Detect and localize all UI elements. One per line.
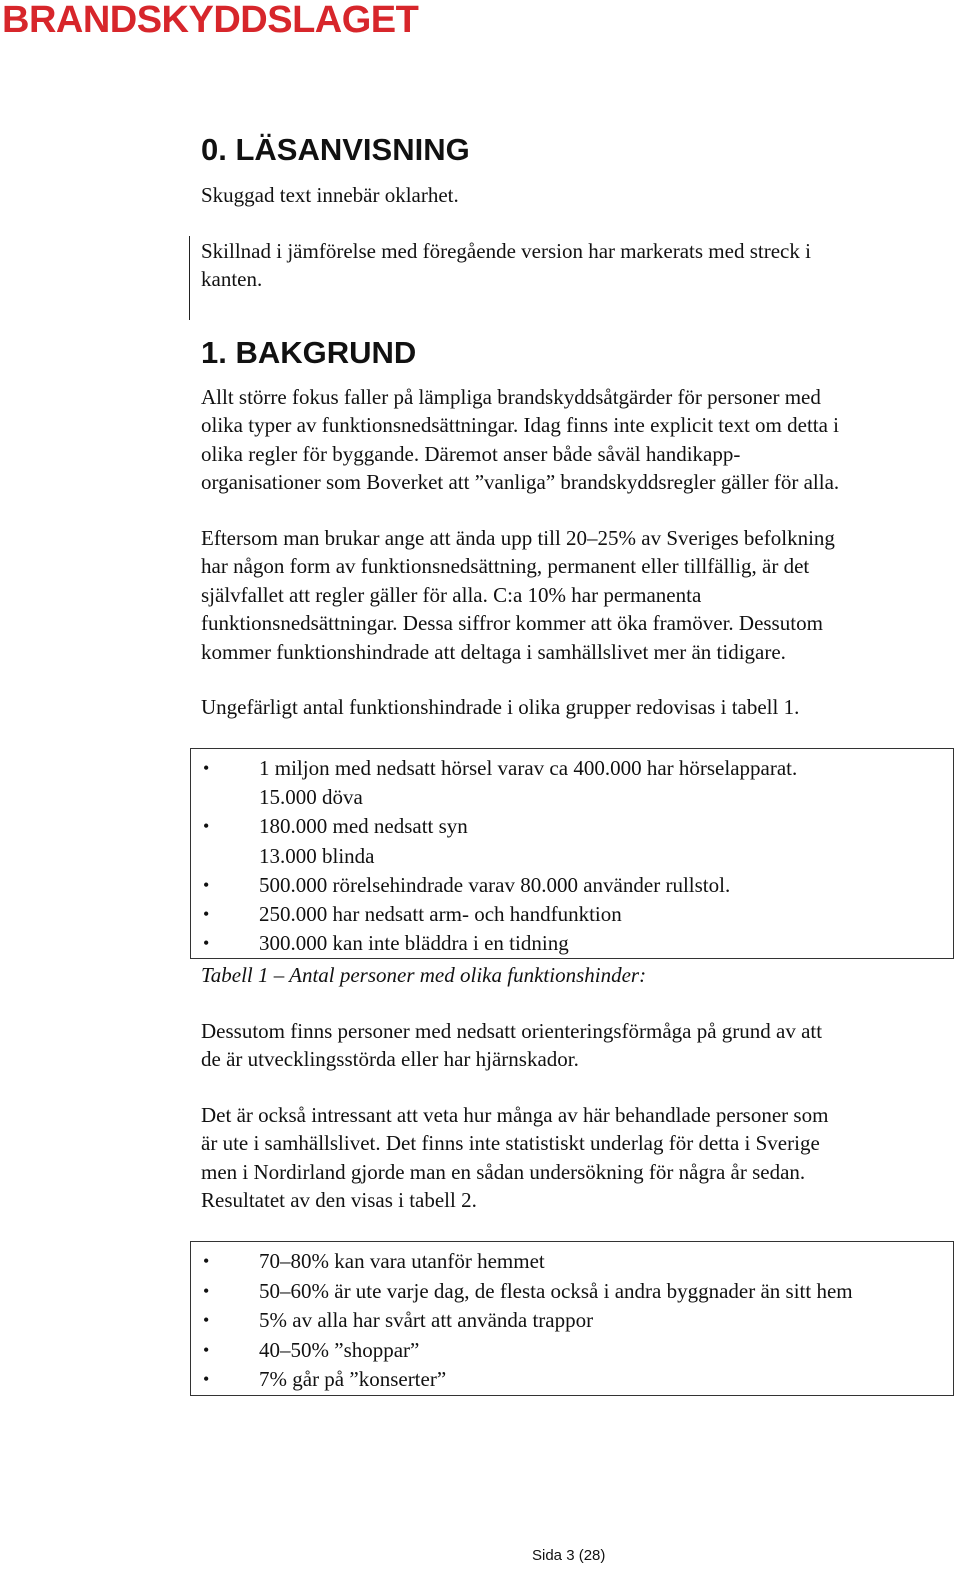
- list-item: [191, 842, 953, 871]
- bullet-icon: •: [203, 758, 210, 778]
- list-item: [191, 754, 953, 783]
- list-item: [191, 871, 953, 900]
- bullet-icon: •: [203, 1280, 210, 1301]
- heading-lasanvisning: 0. LÄSANVISNING: [201, 132, 470, 167]
- bullet-icon: •: [203, 1310, 210, 1331]
- bullet-icon: •: [203, 1339, 210, 1360]
- list-item-text: 300.000 kan inte bläddra i en tidning: [259, 931, 569, 956]
- paragraph-fokus: Allt större fokus faller på lämpliga brandskyddsåtgärder för personer med olika typer av funktionsnedsättningar. Idag finns inte explicit text om detta i olika regler för byggande. Däremot anser både såväl handikapp- organisationer som Boverket att ”vanliga” brandskyddsregler gäller för alla.: [201, 385, 840, 495]
- paragraph-tabell-ref: Ungefärligt antal funktionshindrade i olika grupper redovisas i tabell 1.: [201, 695, 800, 719]
- list-item: [191, 1306, 953, 1336]
- bullet-icon: •: [203, 874, 210, 895]
- bullet-icon: •: [203, 933, 210, 954]
- list-item: [191, 1247, 953, 1277]
- list-item-text: 15.000 döva: [259, 785, 363, 810]
- bullet-icon: •: [203, 816, 210, 837]
- list-item: [191, 1336, 953, 1366]
- list-item-text: 7% går på ”konserter”: [259, 1367, 447, 1392]
- list-item: [191, 1365, 953, 1395]
- list-item-text: 250.000 har nedsatt arm- och handfunktion: [259, 902, 622, 927]
- list-item: [191, 1277, 953, 1307]
- list-item: [191, 900, 953, 929]
- list-item: [191, 783, 953, 812]
- paragraph-befolkning: Eftersom man brukar ange att ända upp till 20–25% av Sveriges befolkning har någon form av funktionsnedsättning, permanent eller tillfällig, är det självfallet att regler gäller för alla. C:a 10% har permanenta funktionsnedsättningar. Dessa siffror kommer att öka framöver. Dessutom kommer funktionshindrade att deltaga i samhällslivet mer än tidigare.: [201, 526, 835, 664]
- table-1-caption: Tabell 1 – Antal personer med olika funktionshinder:: [201, 963, 647, 987]
- list-item-text: 5% av alla har svårt att använda trappor: [259, 1308, 594, 1333]
- heading-bakgrund: 1. BAKGRUND: [201, 335, 417, 370]
- list-item-text: 500.000 rörelsehindrade varav 80.000 använder rullstol.: [259, 872, 731, 897]
- change-bar: [189, 236, 190, 320]
- paragraph-skuggad-text: Skuggad text innebär oklarhet.: [201, 183, 459, 207]
- list-item-text: 50–60% är ute varje dag, de flesta också i andra byggnader än sitt hem: [259, 1278, 853, 1303]
- list-item-text: 1 miljon med nedsatt hörsel varav ca 400.000 har hörselapparat.: [259, 756, 798, 780]
- table-1-list: [191, 754, 953, 958]
- table-1-box: [190, 748, 954, 959]
- page-number: Sida 3 (28): [532, 1547, 606, 1564]
- paragraph-nordirland: Det är också intressant att veta hur många av här behandlade personer som är ute i samhällslivet. Det finns inte statistiskt underlag för detta i Sverige men i Nordirland gjorde man en sådan undersökning för några år sedan. Resultatet av den visas i tabell 2.: [201, 1103, 829, 1213]
- table-2-list: [191, 1247, 953, 1395]
- paragraph-skillnad: Skillnad i jämförelse med föregående version har markerats med streck i kanten.: [201, 239, 811, 292]
- list-item: [191, 812, 953, 841]
- logo-brandskyddslaget: BRANDSKYDDSLAGET: [2, 0, 419, 41]
- list-item: [191, 929, 953, 958]
- paragraph-orientering: Dessutom finns personer med nedsatt orienteringsförmåga på grund av att de är utvecklingsstörda eller har hjärnskador.: [201, 1019, 823, 1072]
- list-item-text: 40–50% ”shoppar”: [259, 1337, 420, 1362]
- bullet-icon: •: [203, 1369, 210, 1390]
- table-2-box: [190, 1241, 954, 1396]
- list-item-text: 70–80% kan vara utanför hemmet: [259, 1249, 545, 1273]
- list-item-text: 180.000 med nedsatt syn: [259, 814, 468, 839]
- bullet-icon: •: [203, 904, 210, 925]
- bullet-icon: •: [203, 1251, 210, 1271]
- list-item-text: 13.000 blinda: [259, 843, 375, 868]
